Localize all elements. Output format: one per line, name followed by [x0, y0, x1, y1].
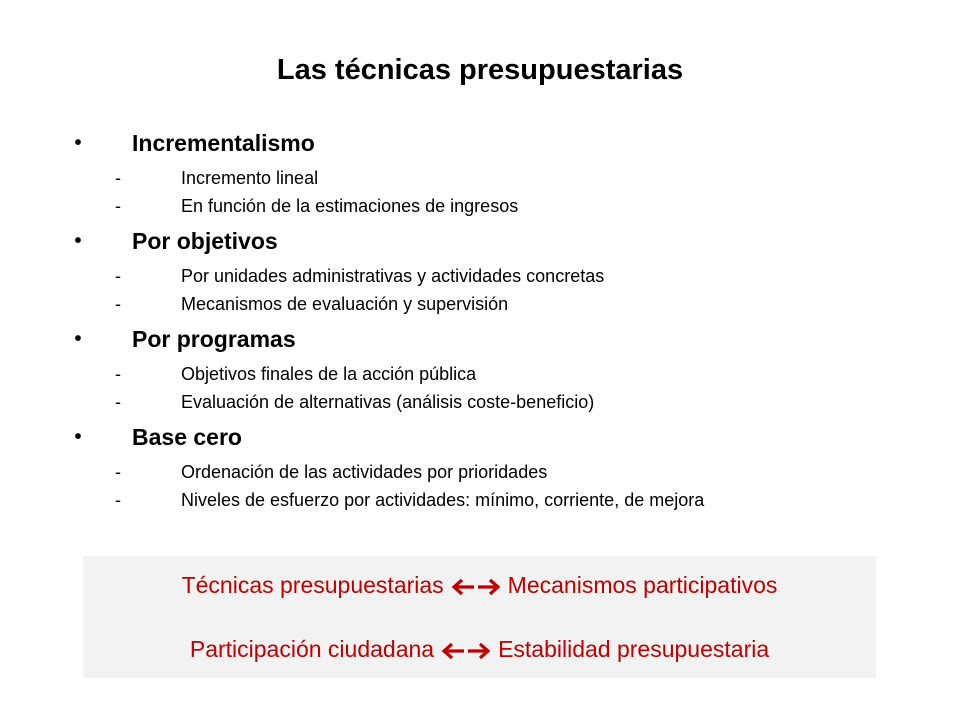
section-heading: [0, 122, 960, 164]
callout-right-text: Mecanismos participativos: [507, 572, 778, 598]
bullet-marker: •: [74, 426, 82, 448]
callout-box: [83, 556, 876, 678]
section-por-objetivos: [0, 220, 960, 318]
bullet-marker: •: [74, 328, 82, 350]
callout-line-2: [83, 634, 876, 664]
list-item-text: Objetivos finales de la acción pública: [181, 364, 477, 384]
callout-right-text: Estabilidad presupuestaria: [498, 636, 770, 662]
list-item-text: Mecanismos de evaluación y supervisión: [181, 294, 509, 314]
callout-line-1: [83, 570, 876, 600]
list-item-text: Ordenación de las actividades por prioridades: [181, 462, 548, 482]
dash-marker: -: [115, 266, 121, 286]
dash-marker: -: [115, 392, 121, 412]
section-title: Incrementalismo: [132, 130, 315, 156]
dash-marker: -: [115, 364, 121, 384]
section-base-cero: [0, 416, 960, 514]
section-title: Por objetivos: [132, 228, 278, 254]
list-item-text: En función de la estimaciones de ingresos: [181, 196, 519, 216]
dash-marker: -: [115, 168, 121, 188]
dash-marker: -: [115, 196, 121, 216]
technique-list: [0, 122, 960, 514]
section-heading: [0, 416, 960, 458]
dash-marker: -: [115, 462, 121, 482]
section-heading: [0, 220, 960, 262]
list-item-text: Por unidades administrativas y actividades concretas: [181, 266, 605, 286]
list-item: [0, 192, 960, 220]
list-item: [0, 290, 960, 318]
section-por-programas: [0, 318, 960, 416]
page-title: Las técnicas presupuestarias: [276, 54, 684, 86]
dash-marker: -: [115, 294, 121, 314]
list-item: [0, 388, 960, 416]
list-item-text: Evaluación de alternativas (análisis coste-beneficio): [181, 392, 595, 412]
list-item: [0, 458, 960, 486]
callout-left-text: Participación ciudadana: [189, 636, 435, 662]
bullet-marker: •: [74, 230, 82, 252]
list-item: [0, 486, 960, 514]
bidirectional-arrow-icon: [442, 641, 490, 661]
section-title: Base cero: [132, 424, 242, 450]
list-item-text: Incremento lineal: [181, 168, 319, 188]
list-item: [0, 360, 960, 388]
section-title: Por programas: [132, 326, 296, 352]
section-incrementalismo: [0, 122, 960, 220]
bidirectional-arrow-icon: [452, 577, 500, 597]
section-heading: [0, 318, 960, 360]
callout-left-text: Técnicas presupuestarias: [181, 572, 444, 598]
list-item: [0, 262, 960, 290]
dash-marker: -: [115, 490, 121, 510]
list-item-text: Niveles de esfuerzo por actividades: mínimo, corriente, de mejora: [181, 490, 705, 510]
bullet-marker: •: [74, 132, 82, 154]
list-item: [0, 164, 960, 192]
